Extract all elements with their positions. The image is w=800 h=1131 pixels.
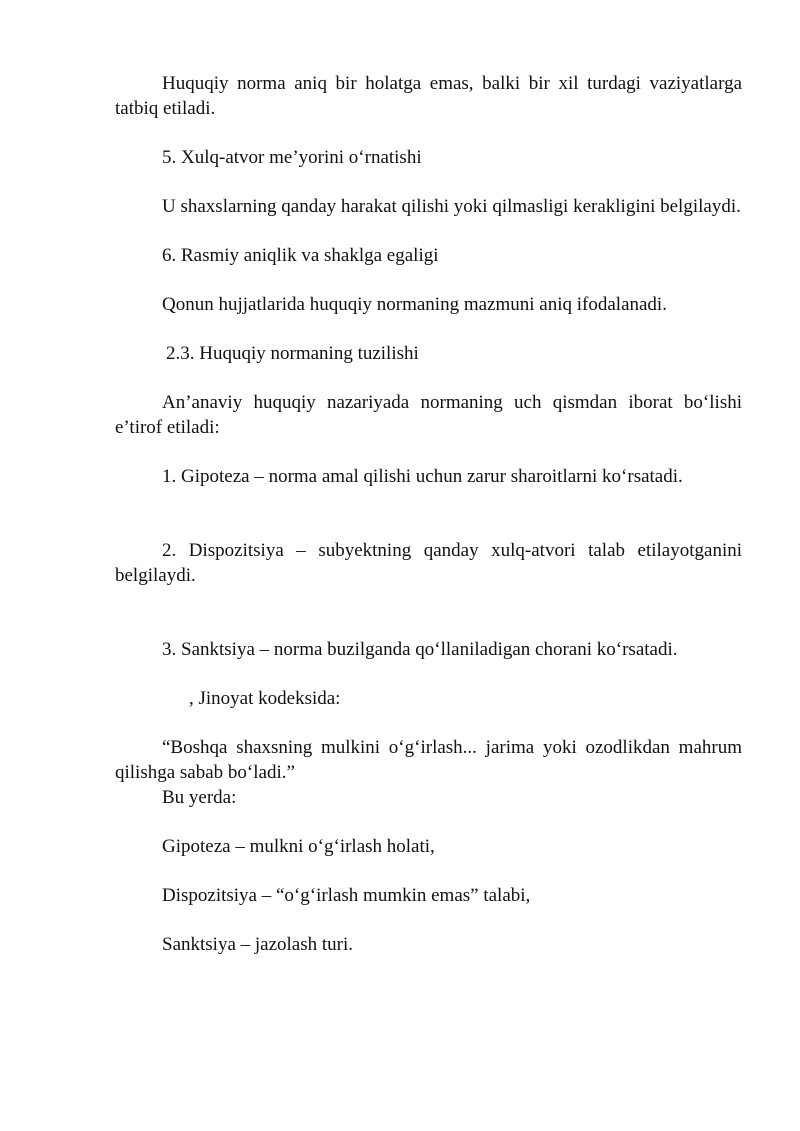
list-item-disposition: 2. Dispozitsiya – subyektning qanday xulq-atvori talab etilayotganini belgilaydi. (115, 540, 742, 586)
example-sanction: Sanktsiya – jazolash turi. (162, 934, 354, 955)
list-item-6-heading: 6. Rasmiy aniqlik va shaklga egaligi (162, 245, 439, 266)
paragraph-universality: Huquqiy norma aniq bir holatga emas, balki bir xil turdagi vaziyatlarga tatbiq etiladi. (115, 73, 742, 119)
paragraph-three-parts: An’anaviy huquqiy nazariyada normaning uch qismdan iborat bo‘lishi e’tirof etiladi: (115, 392, 742, 438)
paragraph-behavior: U shaxslarning qanday harakat qilishi yoki qilmasligi kerakligini belgilaydi. (162, 196, 741, 217)
list-item-hypothesis: 1. Gipoteza – norma amal qilishi uchun zarur sharoitlarni ko‘rsatadi. (162, 466, 683, 487)
example-intro: , Jinoyat kodeksida: (189, 688, 341, 709)
example-hypothesis: Gipoteza – mulkni o‘g‘irlash holati, (162, 836, 435, 857)
here-label: Bu yerda: (162, 787, 237, 808)
section-heading-2-3: 2.3. Huquqiy normaning tuzilishi (166, 343, 419, 364)
list-item-5-heading: 5. Xulq-atvor me’yorini o‘rnatishi (162, 147, 422, 168)
example-quote: “Boshqa shaxsning mulkini o‘g‘irlash... jarima yoki ozodlikdan mahrum qilishga sabab bo‘ladi.” (115, 737, 742, 783)
list-item-sanction: 3. Sanktsiya – norma buzilganda qo‘llaniladigan chorani ko‘rsatadi. (162, 639, 678, 660)
paragraph-formal: Qonun hujjatlarida huquqiy normaning mazmuni aniq ifodalanadi. (162, 294, 667, 315)
example-disposition: Dispozitsiya – “o‘g‘irlash mumkin emas” talabi, (162, 885, 531, 906)
document-page (115, 71, 742, 957)
